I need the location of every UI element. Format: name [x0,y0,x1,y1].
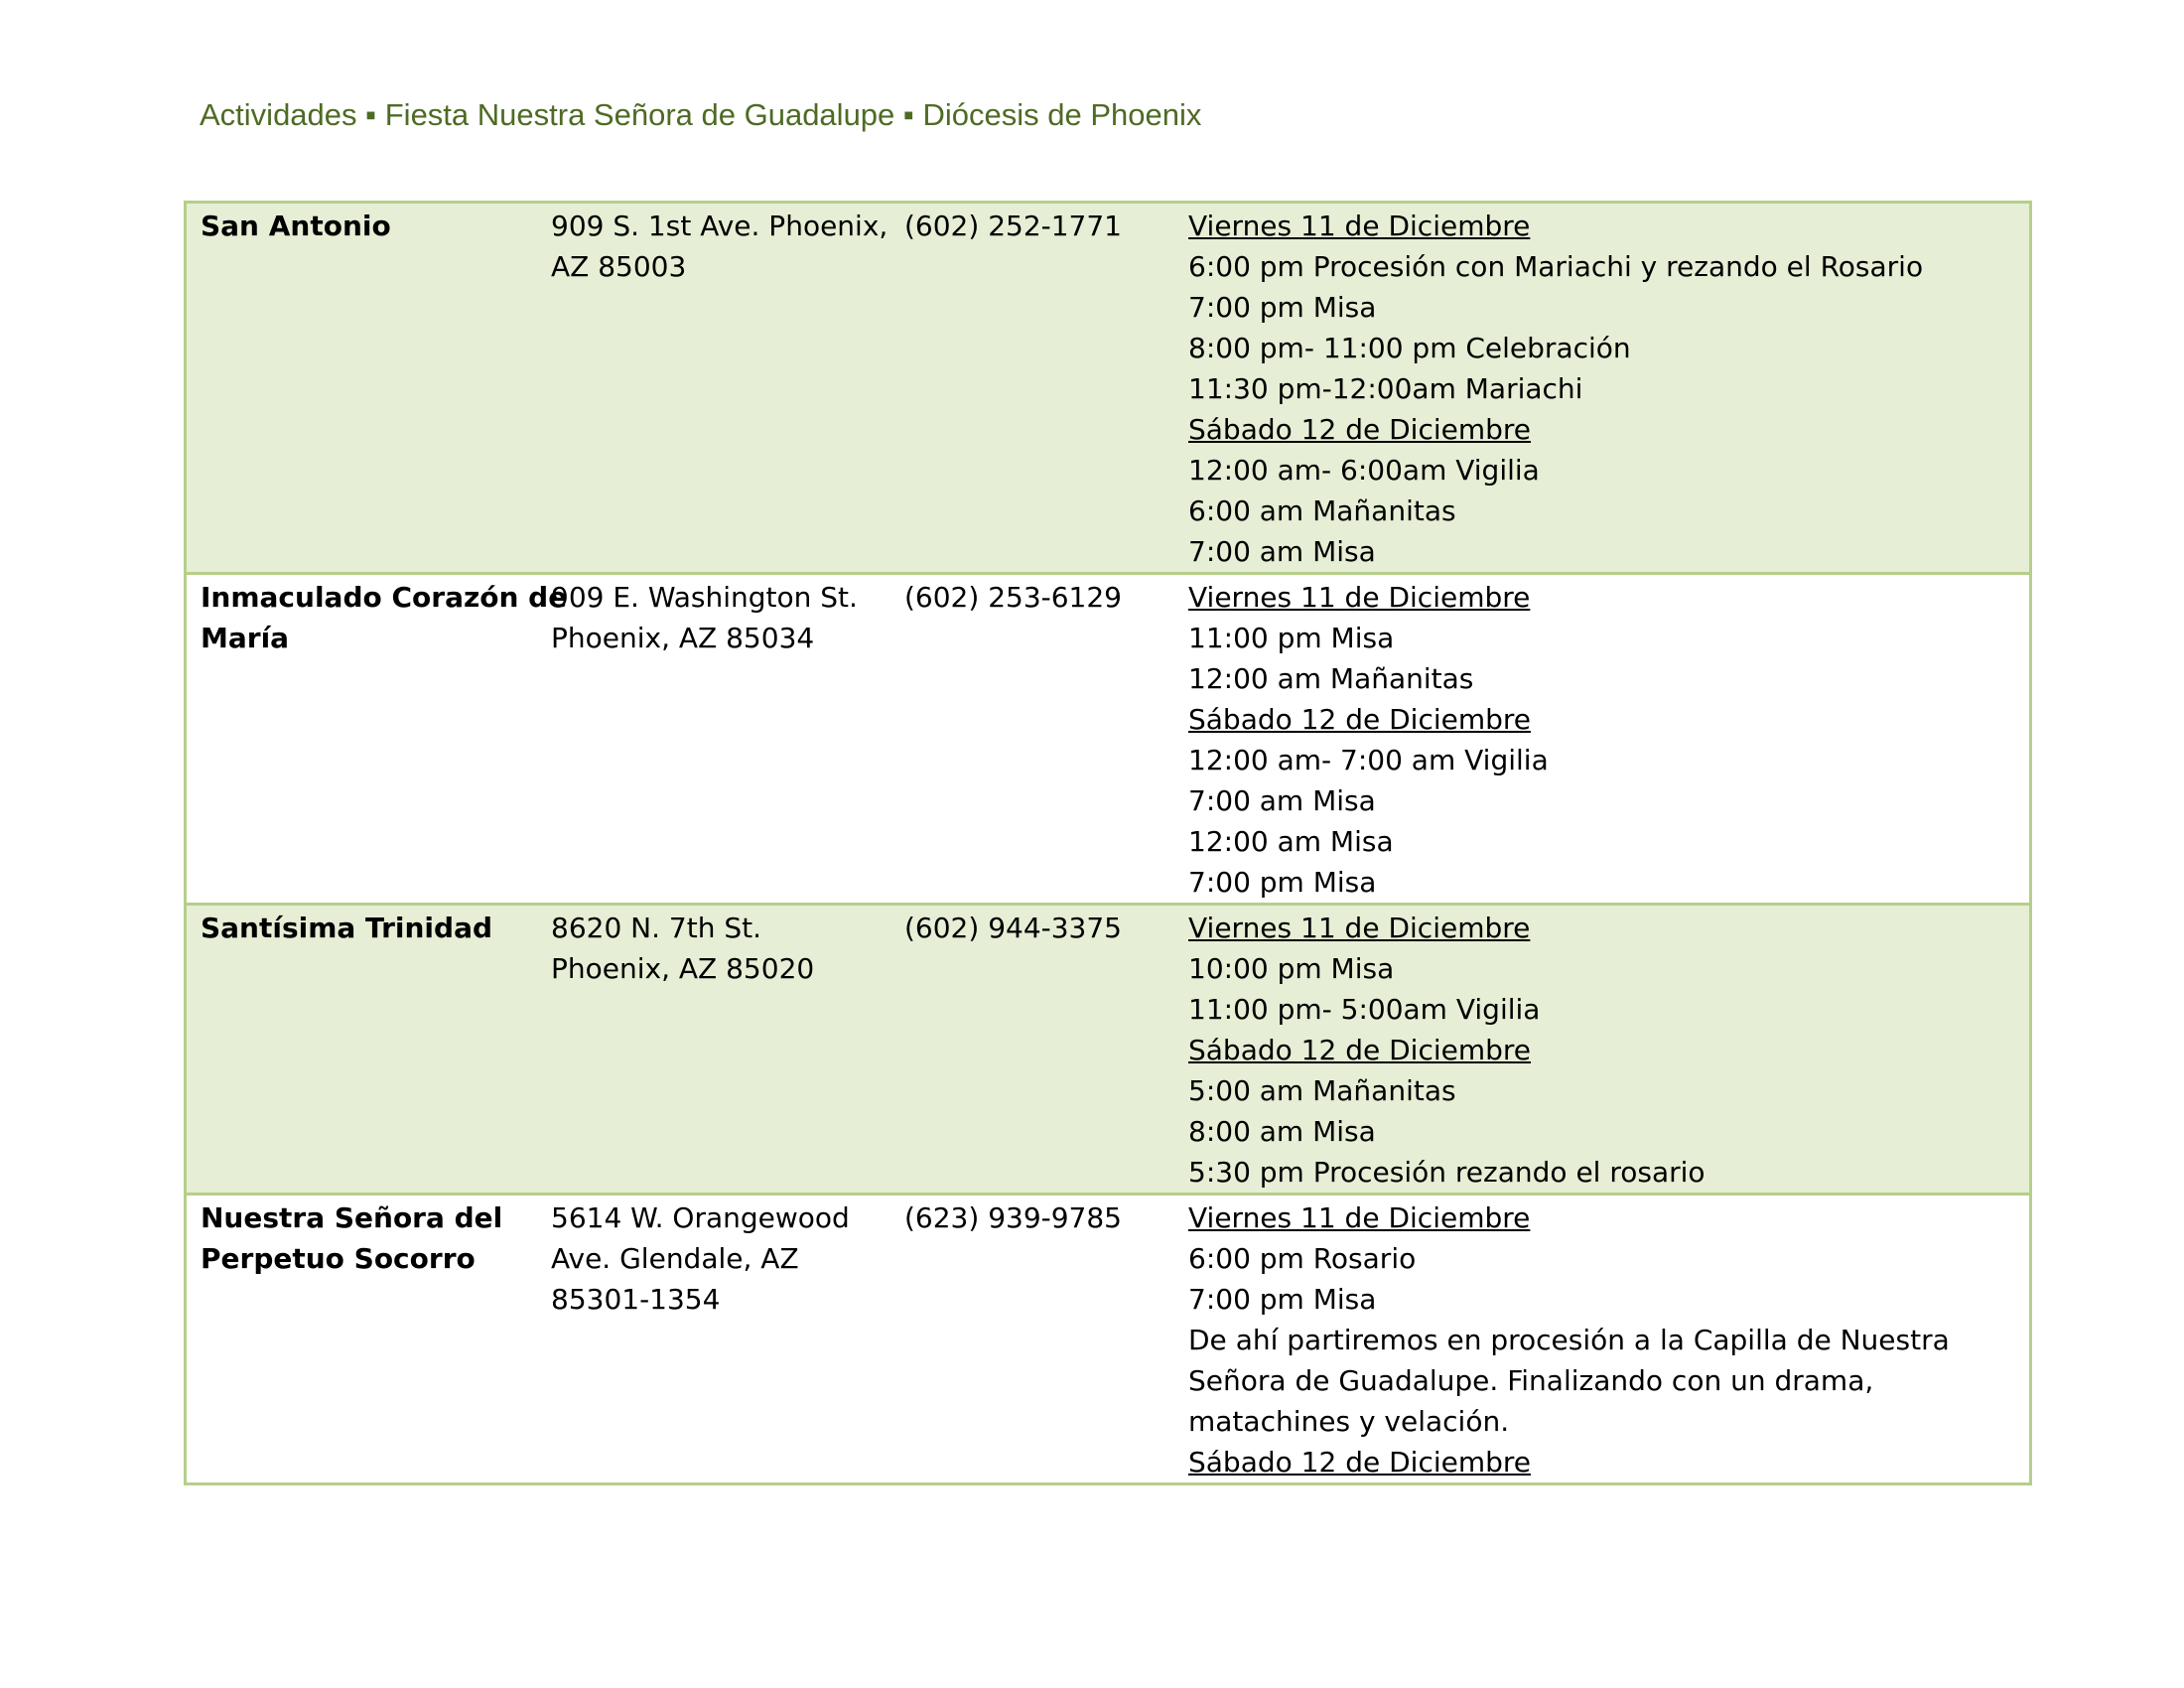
address-line: 85301-1354 [551,1283,721,1316]
event-item: matachines y velación. [1188,1405,1510,1438]
event-item: 6:00 pm Procesión con Mariachi y rezando el Rosario [1188,250,1924,283]
event-item: 11:00 pm Misa [1188,622,1395,654]
schedule-table [184,201,2032,1485]
event-item: 7:00 am Misa [1188,784,1376,817]
table-row [187,572,2029,903]
phone-number: (602) 944-3375 [904,912,1122,944]
event-item: 5:30 pm Procesión rezando el rosario [1188,1156,1706,1189]
event-item: 10:00 pm Misa [1188,952,1395,985]
parish-name [187,575,568,903]
address-line: 909 E. Washington St. [551,581,858,614]
table-row [187,1193,2029,1482]
event-item: 8:00 pm- 11:00 pm Celebración [1188,332,1631,364]
parish-name [187,204,551,572]
parish-name [187,906,551,1193]
event-item: 11:00 pm- 5:00am Vigilia [1188,993,1541,1026]
parish-name-line: María [201,622,290,654]
parish-phone [904,575,1188,903]
address-line: 5614 W. Orangewood [551,1201,850,1234]
parish-phone [904,906,1188,1193]
day-heading: Viernes 11 de Diciembre [1188,581,1531,614]
day-heading: Viernes 11 de Diciembre [1188,912,1531,944]
event-schedule [1188,1196,1973,1482]
event-item: 12:00 am- 6:00am Vigilia [1188,454,1540,487]
day-heading: Sábado 12 de Diciembre [1188,1034,1532,1066]
day-heading: Viernes 11 de Diciembre [1188,1201,1531,1234]
event-item: 12:00 am Mañanitas [1188,662,1474,695]
parish-address [551,204,904,572]
parish-name-line: Santísima Trinidad [201,912,492,944]
parish-address [551,575,904,903]
address-line: 8620 N. 7th St. [551,912,761,944]
event-item: 11:30 pm-12:00am Mariachi [1188,372,1583,405]
event-item: 12:00 am- 7:00 am Vigilia [1188,744,1549,776]
event-schedule [1188,575,1973,903]
address-line: AZ 85003 [551,250,687,283]
day-heading: Sábado 12 de Diciembre [1188,703,1532,736]
address-line: Ave. Glendale, AZ [551,1242,799,1275]
event-item: 6:00 am Mañanitas [1188,494,1456,527]
phone-number: (602) 252-1771 [904,210,1122,242]
parish-phone [904,204,1188,572]
event-item: 5:00 am Mañanitas [1188,1074,1456,1107]
address-line: Phoenix, AZ 85020 [551,952,815,985]
event-item: De ahí partiremos en procesión a la Capilla de Nuestra [1188,1324,1950,1356]
parish-phone [904,1196,1188,1482]
day-heading: Sábado 12 de Diciembre [1188,1446,1532,1478]
event-item: 12:00 am Misa [1188,825,1394,858]
table-row [187,903,2029,1193]
event-item: 7:00 pm Misa [1188,866,1377,899]
event-item: 7:00 pm Misa [1188,291,1377,324]
parish-address [551,1196,904,1482]
event-item: 7:00 am Misa [1188,535,1376,568]
event-item: 7:00 pm Misa [1188,1283,1377,1316]
event-schedule [1188,906,1973,1193]
parish-address [551,906,904,1193]
parish-name-line: Perpetuo Socorro [201,1242,476,1275]
day-heading: Viernes 11 de Diciembre [1188,210,1531,242]
address-line: Phoenix, AZ 85034 [551,622,815,654]
page-title: Actividades ▪ Fiesta Nuestra Señora de Guadalupe ▪ Diócesis de Phoenix [200,97,1202,132]
parish-name-line: Nuestra Señora del [201,1201,503,1234]
event-item: Señora de Guadalupe. Finalizando con un drama, [1188,1364,1874,1397]
day-heading: Sábado 12 de Diciembre [1188,413,1532,446]
event-item: 8:00 am Misa [1188,1115,1376,1148]
table-row [187,204,2029,572]
address-line: 909 S. 1st Ave. Phoenix, [551,210,888,242]
phone-number: (623) 939-9785 [904,1201,1122,1234]
event-schedule [1188,204,1973,572]
parish-name-line: Inmaculado Corazón de [201,581,568,614]
phone-number: (602) 253-6129 [904,581,1122,614]
parish-name [187,1196,551,1482]
parish-name-line: San Antonio [201,210,391,242]
event-item: 6:00 pm Rosario [1188,1242,1417,1275]
